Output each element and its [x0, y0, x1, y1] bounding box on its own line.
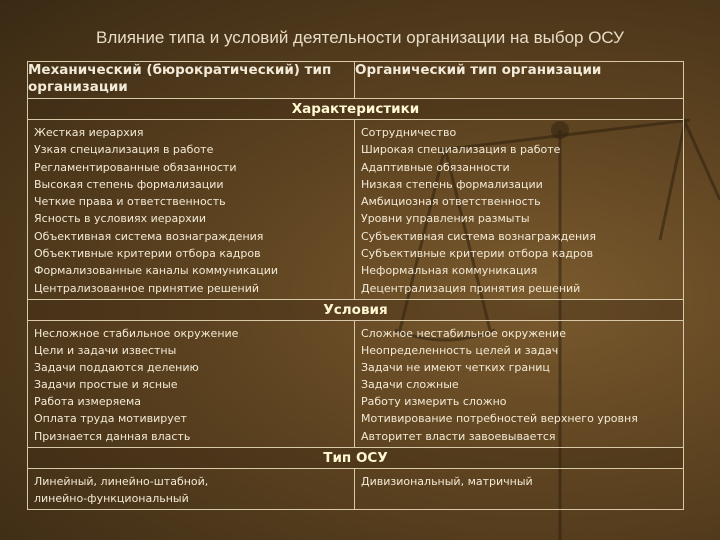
list-item: Линейный, линейно-штабной,	[34, 474, 209, 488]
list-item: Задачи поддаются делению	[34, 361, 199, 375]
section-label-osu-type	[28, 447, 684, 468]
list-item: Работа измеряема	[34, 395, 142, 409]
list-item: Задачи не имеют четких границ	[361, 361, 550, 375]
osu-type-row	[28, 468, 684, 509]
section-label-text: Тип ОСУ	[323, 449, 388, 466]
list-item: Регламентированные обязанности	[34, 160, 237, 174]
characteristics-mechanical	[28, 120, 355, 300]
section-row-osu-type	[28, 447, 684, 468]
osu-type-organic	[355, 468, 684, 509]
comparison-table	[27, 61, 684, 510]
list-item: Ясность в условиях иерархии	[34, 212, 207, 226]
header-organic: Органический тип организации	[355, 62, 684, 99]
list-item: Широкая специализация в работе	[361, 143, 561, 157]
list-item: Субъективная система вознаграждения	[361, 229, 596, 243]
list-item: Сложное нестабильное окружение	[361, 326, 566, 340]
section-label-text: Характеристики	[291, 101, 420, 117]
section-row-characteristics	[28, 99, 684, 120]
conditions-mechanical	[28, 320, 355, 447]
list-item: Централизованное принятие решений	[34, 281, 260, 295]
osu-type-mechanical	[28, 468, 355, 509]
list-item: Признается данная власть	[34, 429, 191, 443]
header-row	[28, 62, 684, 99]
list-item: Задачи простые и ясные	[34, 378, 178, 392]
list-item: Объективная система вознаграждения	[34, 229, 264, 243]
list-item: Несложное стабильное окружение	[34, 326, 239, 340]
list-item: Авторитет власти завоевывается	[361, 429, 556, 443]
list-item: линейно-функциональный	[34, 491, 189, 505]
list-item: Децентрализация принятия решений	[361, 281, 581, 295]
conditions-row	[28, 320, 684, 447]
list-item: Низкая степень формализации	[361, 177, 543, 191]
list-item: Сотрудничество	[361, 126, 457, 139]
list-item: Работу измерить сложно	[361, 395, 507, 409]
conditions-organic	[355, 320, 684, 447]
list-item: Адаптивные обязанности	[361, 160, 510, 174]
header-mechanical: Механический (бюрократический) тип организации	[28, 62, 355, 99]
list-item: Высокая степень формализации	[34, 177, 224, 191]
list-item: Дивизиональный, матричный	[361, 474, 533, 488]
list-item: Субъективные критерии отбора кадров	[361, 247, 594, 261]
section-label-text: Условия	[323, 301, 388, 318]
list-item: Неформальная коммуникация	[361, 264, 538, 278]
list-item: Жесткая иерархия	[34, 126, 144, 139]
list-item: Амбициозная ответственность	[361, 195, 541, 209]
slide-title: Влияние типа и условий деятельности организации на выбор ОСУ	[96, 28, 624, 47]
list-item: Четкие права и ответственность	[34, 195, 226, 209]
list-item: Формализованные каналы коммуникации	[34, 264, 279, 278]
list-item: Неопределенность целей и задач	[361, 344, 559, 358]
list-item: Мотивирование потребностей верхнего уровня	[361, 412, 638, 426]
list-item: Узкая специализация в работе	[34, 143, 214, 157]
section-label-characteristics	[28, 99, 684, 120]
section-label-conditions	[28, 299, 684, 320]
characteristics-row	[28, 120, 684, 300]
list-item: Цели и задачи известны	[34, 344, 177, 358]
list-item: Задачи сложные	[361, 378, 459, 392]
section-row-conditions	[28, 299, 684, 320]
list-item: Уровни управления размыты	[361, 212, 530, 226]
list-item: Объективные критерии отбора кадров	[34, 247, 261, 261]
characteristics-organic	[355, 120, 684, 300]
list-item: Оплата труда мотивирует	[34, 412, 187, 426]
